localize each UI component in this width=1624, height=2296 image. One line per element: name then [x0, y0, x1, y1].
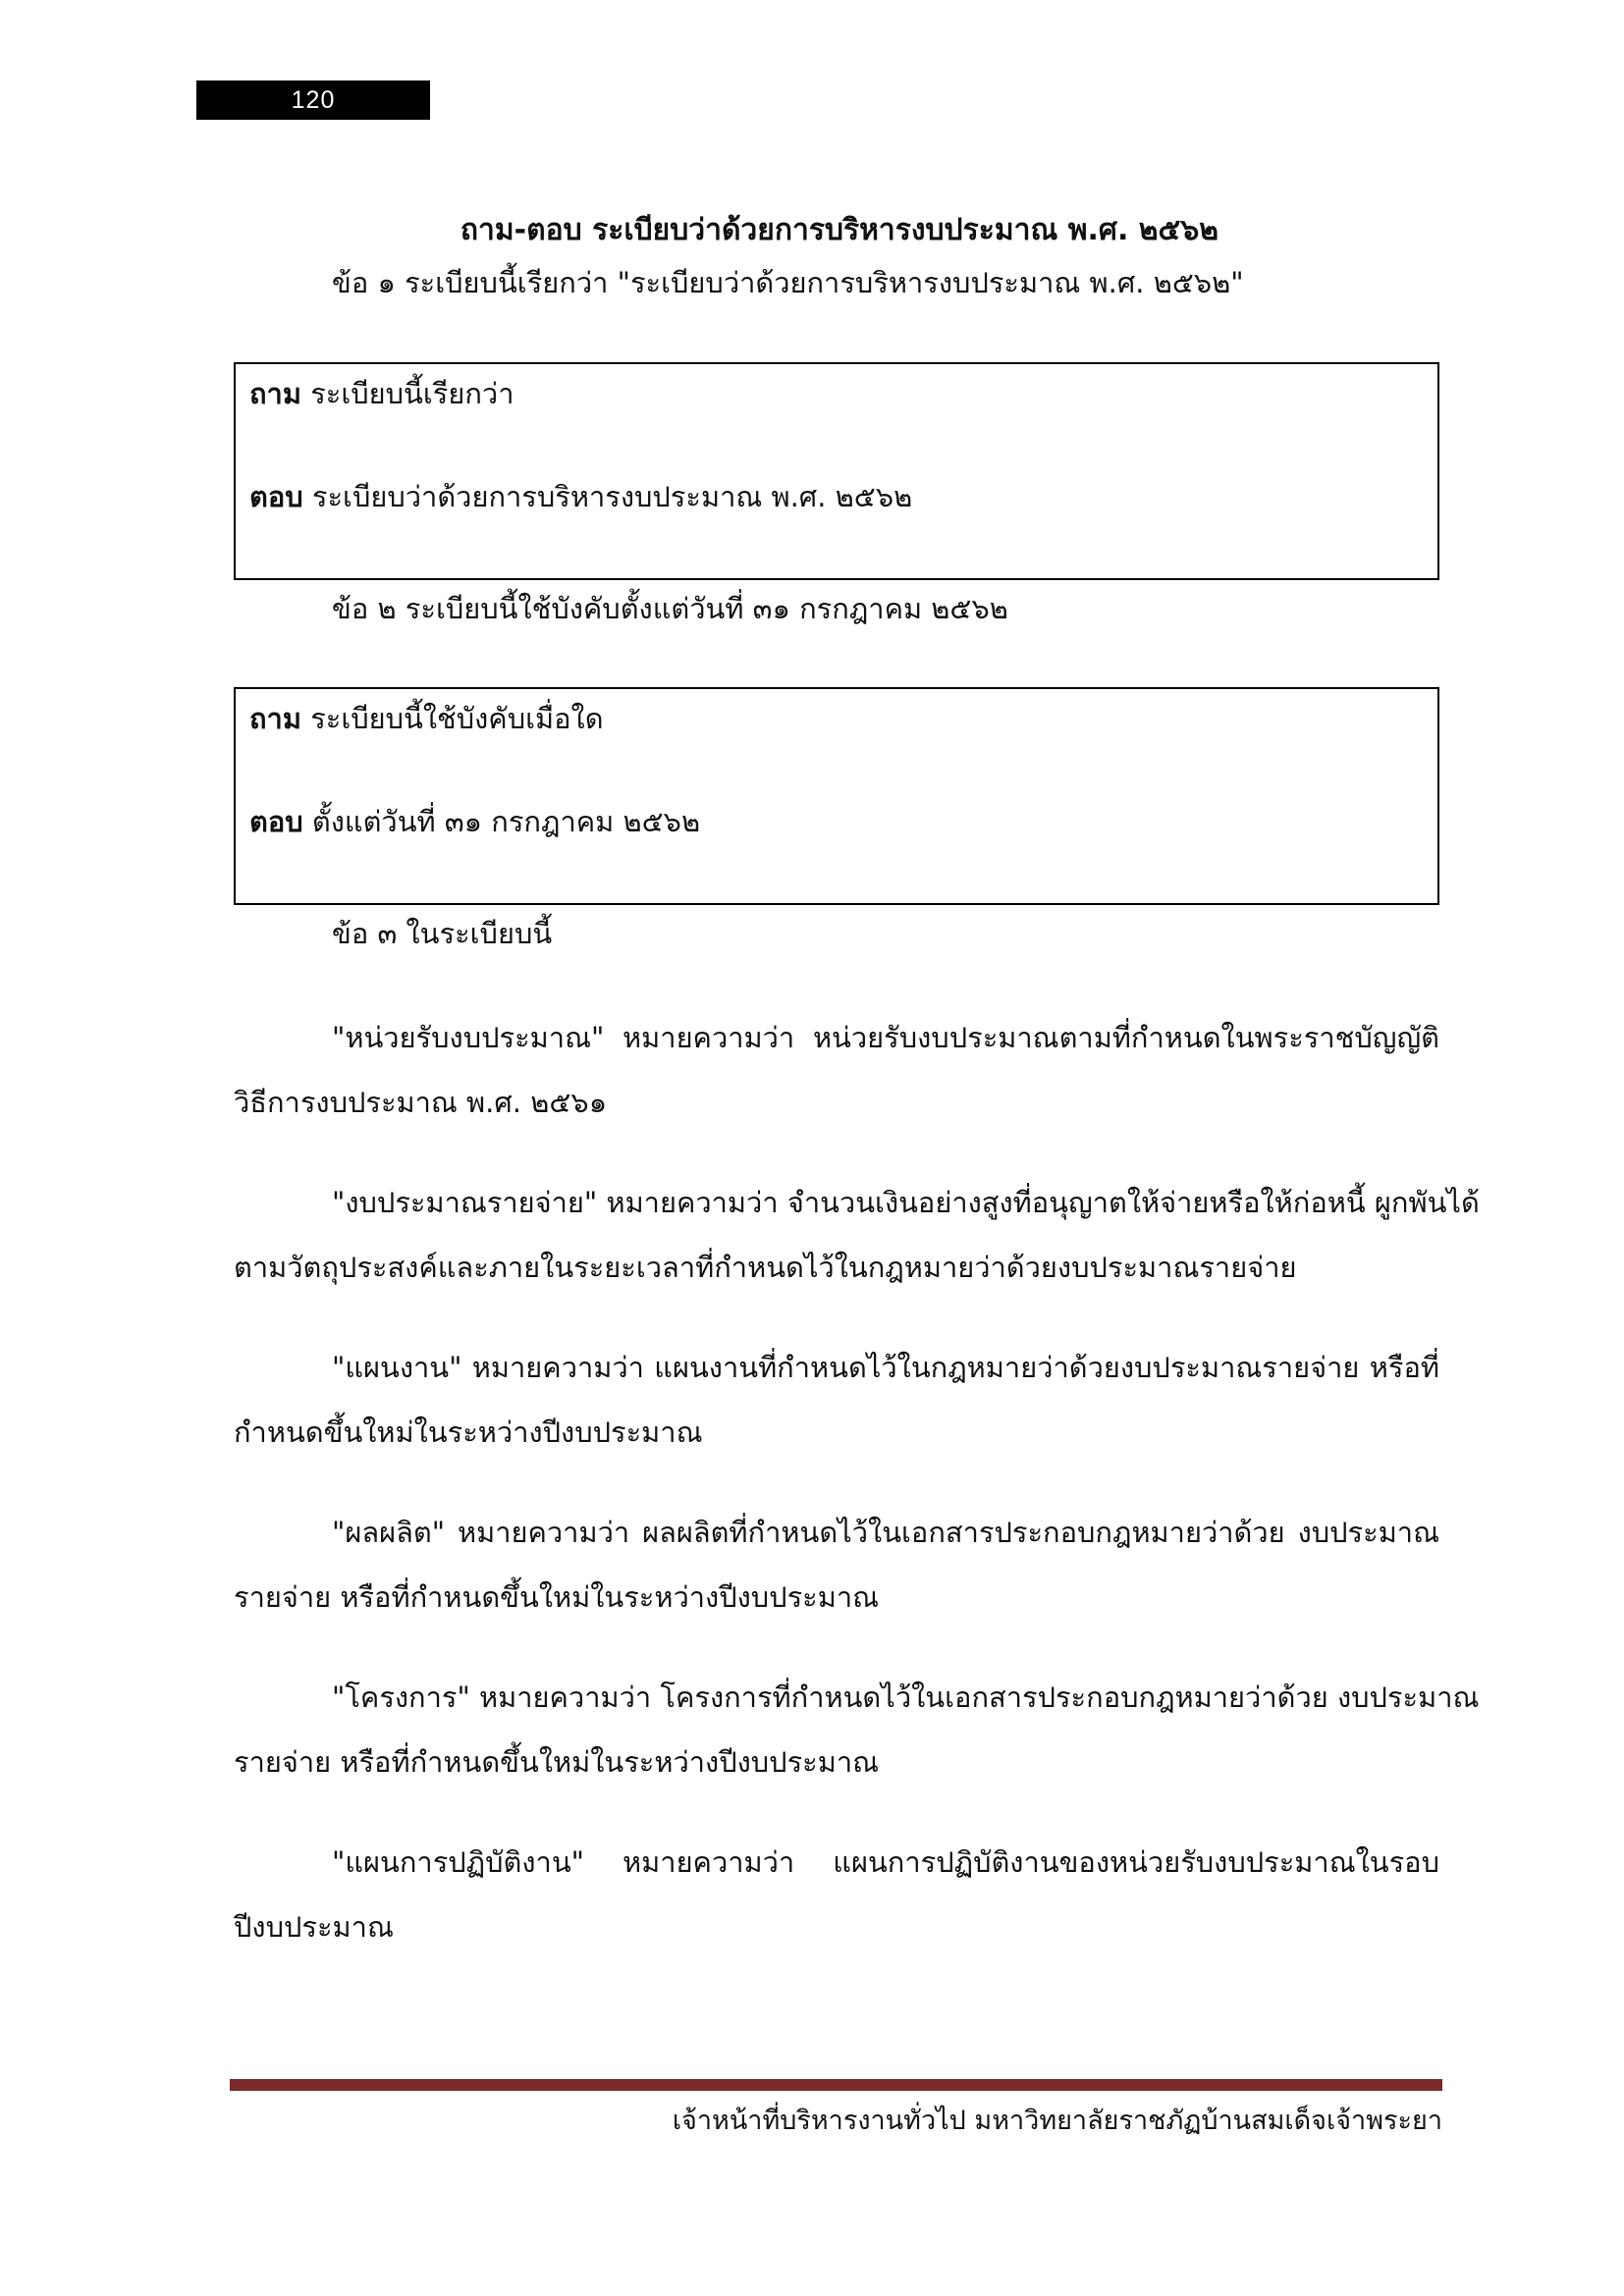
definition-line: ตามวัตถุประสงค์และภายในระยะเวลาที่กำหนดไว้ในกฎหมายว่าด้วยงบประมาณรายจ่าย — [234, 1251, 1297, 1284]
definition-operation-plan — [234, 1838, 1439, 1951]
definition-line: กำหนดขึ้นใหม่ในระหว่างปีงบประมาณ — [234, 1415, 703, 1449]
footer-rule — [230, 2079, 1442, 2091]
definition-output — [234, 1508, 1439, 1622]
answer-label: ตอบ — [249, 480, 303, 513]
definition-line: รายจ่าย หรือที่กำหนดขึ้นใหม่ในระหว่างปีงบประมาณ — [234, 1580, 880, 1614]
answer-text: ระเบียบว่าด้วยการบริหารงบประมาณ พ.ศ. ๒๕๖๒ — [311, 480, 913, 513]
question-2 — [249, 694, 604, 743]
definition-line: "ผลผลิต" หมายความว่า ผลผลิตที่กำหนดไว้ในเอกสารประกอบกฎหมายว่าด้วย งบประมาณ — [332, 1516, 1439, 1549]
page-number: 120 — [196, 80, 430, 120]
clause-2: ข้อ ๒ ระเบียบนี้ใช้บังคับตั้งแต่วันที่ ๓๑ กรกฎาคม ๒๕๖๒ — [332, 592, 1008, 625]
qa-box-2 — [234, 687, 1439, 905]
definition-project — [234, 1673, 1480, 1787]
footer-text: เจ้าหน้าที่บริหารงานทั่วไป มหาวิทยาลัยราชภัฏบ้านสมเด็จเจ้าพระยา — [672, 2106, 1442, 2136]
definition-line: รายจ่าย หรือที่กำหนดขึ้นใหม่ในระหว่างปีงบประมาณ — [234, 1745, 880, 1779]
definition-line: "งบประมาณรายจ่าย" หมายความว่า จำนวนเงินอย่างสูงที่อนุญาตให้จ่ายหรือให้ก่อหนี้ ผูกพันได้ — [332, 1186, 1480, 1219]
question-label: ถาม — [249, 377, 301, 410]
clause-3: ข้อ ๓ ในระเบียบนี้ — [332, 917, 553, 950]
answer-text: ตั้งแต่วันที่ ๓๑ กรกฎาคม ๒๕๖๒ — [311, 805, 701, 838]
question-text: ระเบียบนี้ใช้บังคับเมื่อใด — [310, 702, 604, 735]
definition-line: "แผนการปฏิบัติงาน" หมายความว่า แผนการปฏิบัติงานของหน่วยรับงบประมาณในรอบ — [332, 1845, 1439, 1879]
page-title: ถาม-ตอบ ระเบียบว่าด้วยการบริหารงบประมาณ พ.ศ. ๒๕๖๒ — [460, 213, 1219, 247]
clause-1: ข้อ ๑ ระเบียบนี้เรียกว่า "ระเบียบว่าด้วยการบริหารงบประมาณ พ.ศ. ๒๕๖๒" — [332, 266, 1244, 299]
question-label: ถาม — [249, 702, 301, 735]
definition-line: วิธีการงบประมาณ พ.ศ. ๒๕๖๑ — [234, 1086, 608, 1119]
question-1 — [249, 369, 514, 418]
definition-line: "โครงการ" หมายความว่า โครงการที่กำหนดไว้ในเอกสารประกอบกฎหมายว่าด้วย งบประมาณ — [332, 1681, 1480, 1714]
answer-1 — [249, 472, 912, 521]
definition-budget-unit — [234, 1013, 1439, 1127]
definition-line: "แผนงาน" หมายความว่า แผนงานที่กำหนดไว้ในกฎหมายว่าด้วยงบประมาณรายจ่าย หรือที่ — [332, 1351, 1439, 1384]
definition-line: ปีงบประมาณ — [234, 1910, 394, 1944]
definition-expenditure-budget — [234, 1178, 1480, 1292]
answer-label: ตอบ — [249, 805, 303, 838]
definition-line: "หน่วยรับงบประมาณ" หมายความว่า หน่วยรับงบประมาณตามที่กำหนดในพระราชบัญญัติ — [332, 1021, 1439, 1054]
answer-2 — [249, 797, 700, 846]
question-text: ระเบียบนี้เรียกว่า — [310, 377, 514, 410]
definition-plan — [234, 1343, 1439, 1457]
qa-box-1 — [234, 362, 1439, 580]
